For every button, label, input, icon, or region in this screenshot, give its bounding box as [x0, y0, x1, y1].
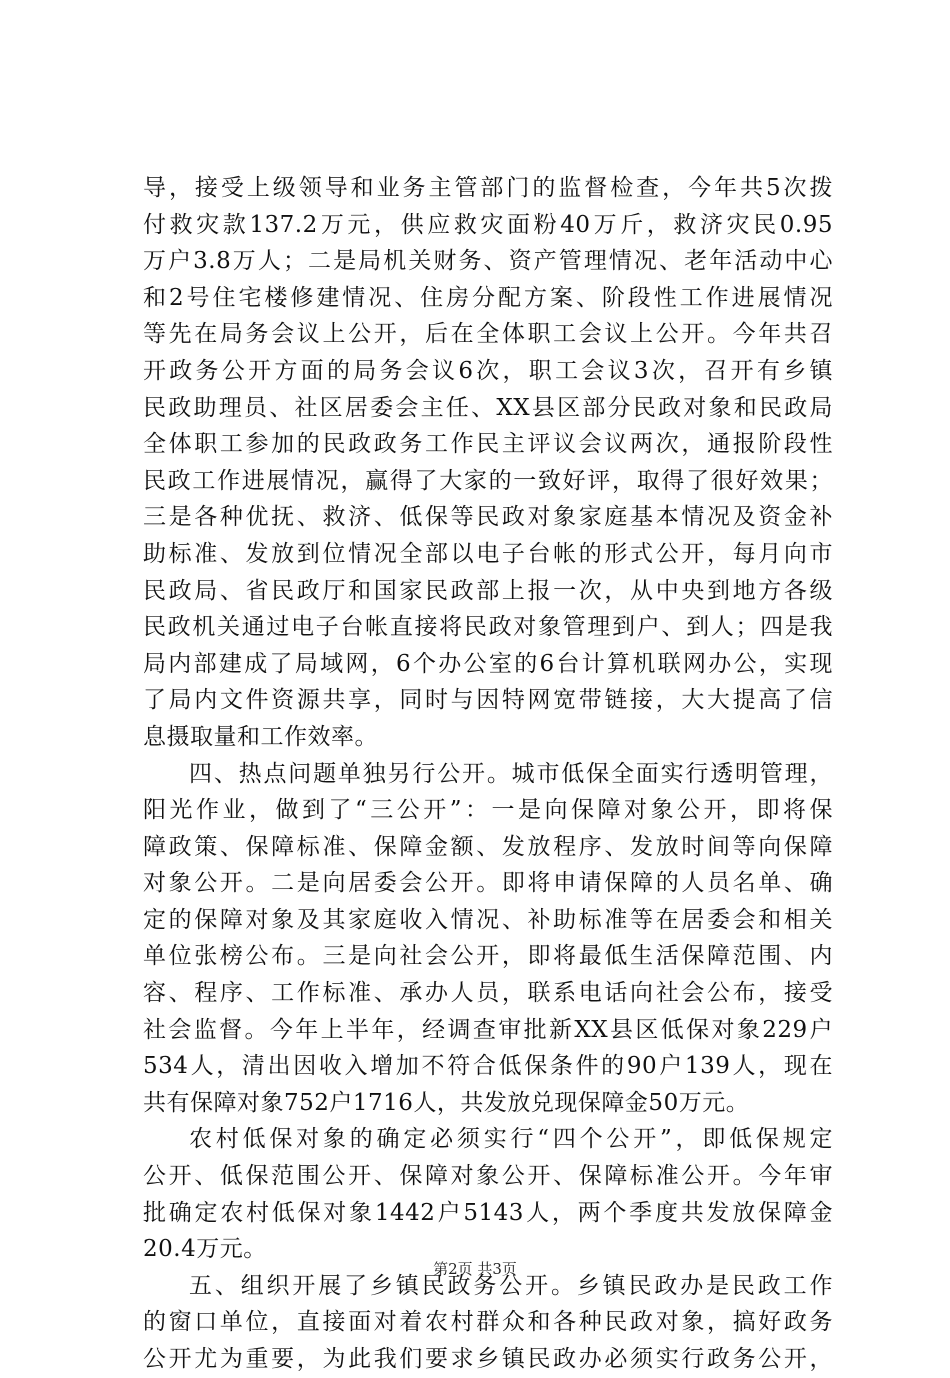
text-line: 付救灾款137.2万元，供应救灾面粉40万斤，救济灾民0.95 [143, 211, 833, 238]
text-line: 民政工作进展情况，赢得了大家的一致好评，取得了很好效果； [143, 467, 833, 494]
text-line: 和2号住宅楼修建情况、住房分配方案、阶段性工作进展情况 [143, 284, 833, 311]
text-line: 万户3.8万人；二是局机关财务、资产管理情况、老年活动中心 [143, 248, 833, 275]
text-line: 定的保障对象及其家庭收入情况、补助标准等在居委会和相关 [143, 906, 833, 933]
text-line: 共有保障对象752户1716人，共发放兑现保障金50万元。 [143, 1089, 750, 1116]
text-line: 了局内文件资源共享，同时与因特网宽带链接，大大提高了信 [143, 687, 833, 714]
text-line: 民政机关通过电子台帐直接将民政对象管理到户、到人；四是我 [143, 614, 833, 641]
text-line: 等先在局务会议上公开，后在全体职工会议上公开。今年共召 [143, 321, 833, 348]
text-line: 全体职工参加的民政政务工作民主评议会议两次，通报阶段性 [143, 431, 833, 458]
text-line: 五、组织开展了乡镇民政务公开。乡镇民政办是民政工作 [189, 1272, 833, 1299]
text-line: 三是各种优抚、救济、低保等民政对象家庭基本情况及资金补 [143, 504, 833, 531]
text-line: 社会监督。今年上半年，经调查审批新XX县区低保对象229户 [143, 1016, 833, 1043]
text-line: 息摄取量和工作效率。 [143, 723, 378, 750]
text-line: 四、热点问题单独另行公开。城市低保全面实行透明管理， [189, 760, 833, 787]
text-line: 单位张榜公布。三是向社会公开，即将最低生活保障范围、内 [143, 943, 833, 970]
text-line: 20.4万元。 [143, 1236, 267, 1263]
text-line: 对象公开。二是向居委会公开。即将申请保障的人员名单、确 [143, 870, 833, 897]
text-line: 局内部建成了局域网，6个办公室的6台计算机联网办公，实现 [143, 650, 833, 677]
text-line: 导，接受上级领导和业务主管部门的监督检查，今年共5次拨 [143, 175, 833, 201]
text-line: 助标准、发放到位情况全部以电子台帐的形式公开，每月向市 [143, 540, 833, 567]
text-line: 容、程序、工作标准、承办人员，联系电话向社会公布，接受 [143, 980, 833, 1007]
text-line: 开政务公开方面的局务会议6次，职工会议3次，召开有乡镇 [143, 357, 833, 384]
text-line: 民政局、省民政厅和国家民政部上报一次，从中央到地方各级 [143, 577, 833, 604]
page-footer: 第2页 共3页 [433, 1260, 517, 1278]
document-body [143, 170, 833, 1378]
text-line: 阳光作业，做到了“三公开”：一是向保障对象公开，即将保 [143, 797, 833, 824]
text-line: 障政策、保障标准、保障金额、发放程序、发放时间等向保障 [143, 833, 833, 860]
text-line: 公开、低保范围公开、保障对象公开、保障标准公开。今年审 [143, 1163, 833, 1190]
text-line: 534人，清出因收入增加不符合低保条件的90户139人，现在 [143, 1053, 833, 1080]
text-line: 公开尤为重要，为此我们要求乡镇民政办必须实行政务公开， [143, 1346, 833, 1372]
text-line: 的窗口单位，直接面对着农村群众和各种民政对象，搞好政务 [143, 1309, 833, 1336]
text-line: 农村低保对象的确定必须实行“四个公开”，即低保规定 [189, 1126, 833, 1153]
text-line: 批确定农村低保对象1442户5143人，两个季度共发放保障金 [143, 1199, 833, 1226]
text-line: 民政助理员、社区居委会主任、XX县区部分民政对象和民政局 [143, 394, 833, 421]
